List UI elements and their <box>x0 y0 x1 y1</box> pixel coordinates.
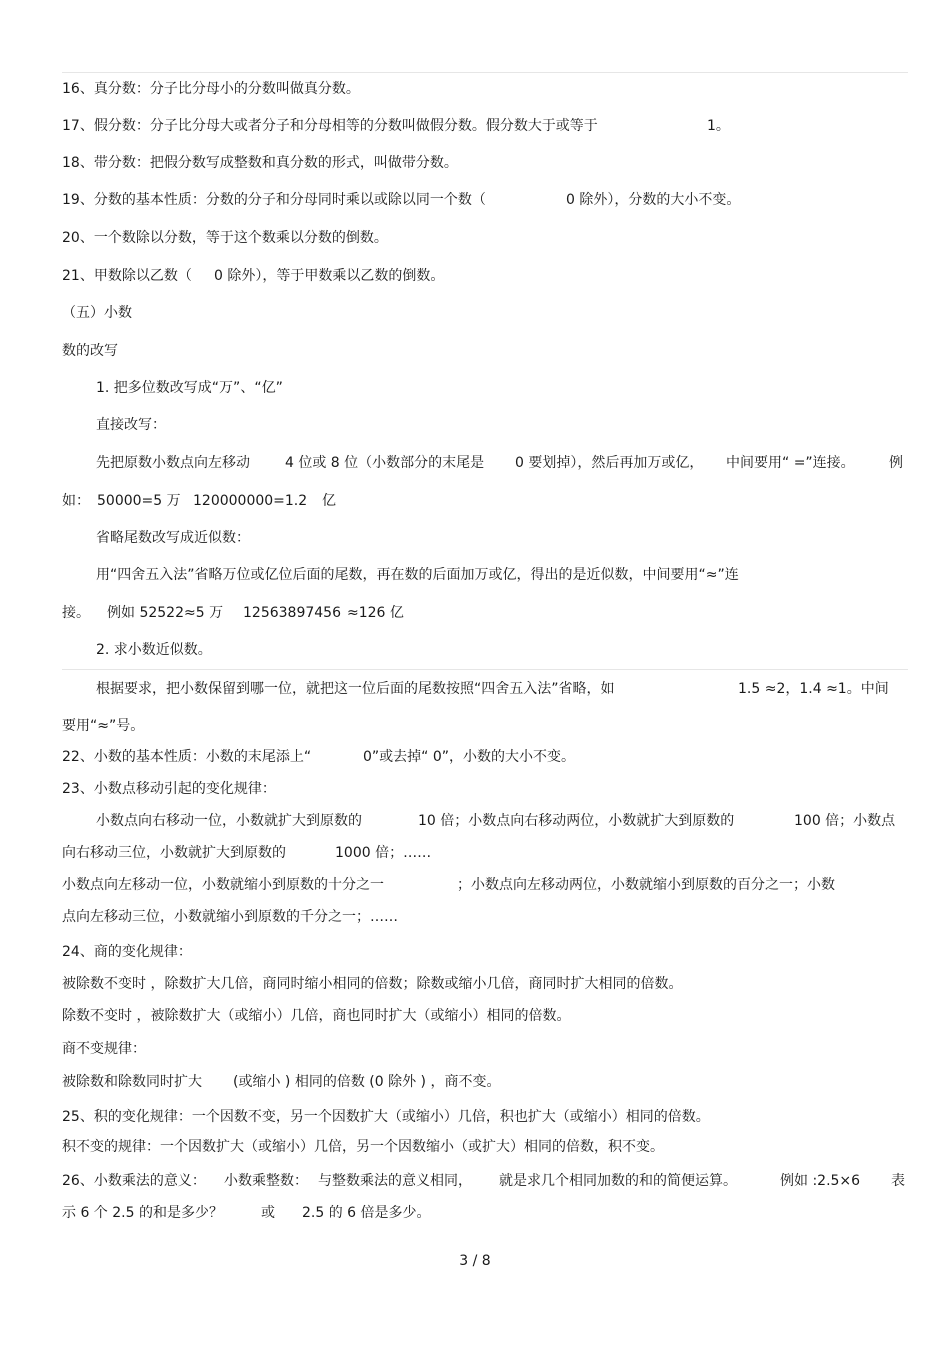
subheading: 数的改写 <box>62 343 118 359</box>
rewrite-text-part-3: 0 要划掉），然后再加万或亿， <box>515 455 704 471</box>
item-18-line: 18、带分数：把假分数写成整数和真分数的形式，叫做带分数。 <box>62 155 458 171</box>
item-26-part-7: 示 6 个 2.5 的和是多少？ <box>62 1205 223 1221</box>
section-rule <box>62 669 908 670</box>
decimal-approx-end: 要用“≈”号。 <box>62 718 145 734</box>
shift-left-part-3: 点向左移动三位，小数就缩小到原数的千分之一；…… <box>62 909 398 925</box>
item-26-part-5: 例如 :2.5×6 <box>780 1173 861 1189</box>
approx-text-end: 接。 <box>62 605 90 621</box>
section-heading: （五）小数 <box>62 305 132 321</box>
item-21-tail: 0 除外），等于甲数乘以乙数的倒数。 <box>214 268 445 284</box>
shift-left-part-2: ；小数点向左移动两位，小数就缩小到原数的百分之一；小数 <box>457 877 835 893</box>
item-26-part-3: 与整数乘法的意义相同， <box>318 1173 472 1189</box>
shift-right-part-5: 1000 倍；…… <box>335 845 432 861</box>
shift-right-part-1: 小数点向右移动一位，小数就扩大到原数的 <box>96 813 362 829</box>
approx-text: 用“四舍五入法”省略万位或亿位后面的尾数，再在数的后面加万或亿，得出的是近似数，中间要用“≈”连 <box>96 567 739 583</box>
item-22-tail: 0”或去掉“ 0”，小数的大小不变。 <box>363 749 576 765</box>
item-24-heading: 24、商的变化规律： <box>62 944 192 960</box>
approx-example-3: ≈126 亿 <box>347 605 404 621</box>
quotient-rule-1: 被除数不变时 ，除数扩大几倍，商同时缩小相同的倍数；除数或缩小几倍，商同时扩大相同的倍数。 <box>62 976 683 992</box>
quotient-invariant-part-2: (或缩小 ) 相同的倍数 (0 除外 ) ，商不变。 <box>233 1074 501 1090</box>
shift-right-part-2: 10 倍；小数点向右移动两位，小数就扩大到原数的 <box>418 813 735 829</box>
rewrite-text-part-2: 4 位或 8 位（小数部分的末尾是 <box>285 455 485 471</box>
example-1: 50000=5 万 <box>97 493 181 509</box>
shift-left-part-1: 小数点向左移动一位，小数就缩小到原数的十分之一 <box>62 877 384 893</box>
item-26-part-2: 小数乘整数： <box>224 1173 308 1189</box>
item-19-line: 19、分数的基本性质：分数的分子和分母同时乘以或除以同一个数（ <box>62 192 486 208</box>
item-25-line: 25、积的变化规律：一个因数不变，另一个因数扩大（或缩小）几倍，积也扩大（或缩小）相同的倍数。 <box>62 1109 710 1125</box>
example-label: 如： <box>62 493 90 509</box>
approx-label: 省略尾数改写成近似数： <box>96 530 250 546</box>
quotient-invariant-label: 商不变规律： <box>62 1041 146 1057</box>
rewrite-text-part-4: 中间要用“ =”连接。 <box>726 455 855 471</box>
example-2-unit: 亿 <box>322 493 336 509</box>
product-invariant-line: 积不变的规律：一个因数扩大（或缩小）几倍，另一个因数缩小（或扩大）相同的倍数，积不变。 <box>62 1139 664 1155</box>
item-26-part-9: 2.5 的 6 倍是多少。 <box>302 1205 431 1221</box>
item-17-value: 1。 <box>707 118 730 134</box>
page-number: 3 / 8 <box>459 1253 491 1269</box>
direct-rewrite-label: 直接改写： <box>96 417 166 433</box>
approx-example-2: 12563897456 <box>243 605 341 621</box>
approx-example-1: 例如 52522≈5 万 <box>107 605 224 621</box>
rewrite-text-part-5: 例 <box>889 455 903 471</box>
item-26-part-1: 26、小数乘法的意义： <box>62 1173 206 1189</box>
rewrite-text-part-1: 先把原数小数点向左移动 <box>96 455 250 471</box>
item-19-tail: 0 除外），分数的大小不变。 <box>566 192 741 208</box>
item-26-part-4: 就是求几个相同加数的和的简便运算。 <box>499 1173 737 1189</box>
shift-right-part-3: 100 倍；小数点 <box>794 813 896 829</box>
header-rule <box>62 72 908 73</box>
item-16-line: 16、真分数：分子比分母小的分数叫做真分数。 <box>62 81 360 97</box>
decimal-approx-text: 根据要求，把小数保留到哪一位，就把这一位后面的尾数按照“四舍五入法”省略，如 <box>96 681 615 697</box>
example-2: 120000000=1.2 <box>193 493 308 509</box>
item-17-line: 17、假分数：分子比分母大或者分子和分母相等的分数叫做假分数。假分数大于或等于 <box>62 118 598 134</box>
item-22-line: 22、小数的基本性质：小数的末尾添上“ <box>62 749 312 765</box>
item-26-part-6: 表 <box>891 1173 905 1189</box>
point-2-heading: 2. 求小数近似数。 <box>96 642 212 658</box>
item-20-line: 20、一个数除以分数，等于这个数乘以分数的倒数。 <box>62 230 388 246</box>
item-23-heading: 23、小数点移动引起的变化规律： <box>62 781 276 797</box>
quotient-rule-2: 除数不变时 ，被除数扩大（或缩小）几倍，商也同时扩大（或缩小）相同的倍数。 <box>62 1008 571 1024</box>
decimal-approx-example: 1.5 ≈2，1.4 ≈1。中间 <box>738 681 889 697</box>
item-26-part-8: 或 <box>261 1205 275 1221</box>
point-1-heading: 1. 把多位数改写成“万”、“亿” <box>96 380 283 396</box>
shift-right-part-4: 向右移动三位，小数就扩大到原数的 <box>62 845 286 861</box>
quotient-invariant-part-1: 被除数和除数同时扩大 <box>62 1074 202 1090</box>
item-21-line: 21、甲数除以乙数（ <box>62 268 192 284</box>
